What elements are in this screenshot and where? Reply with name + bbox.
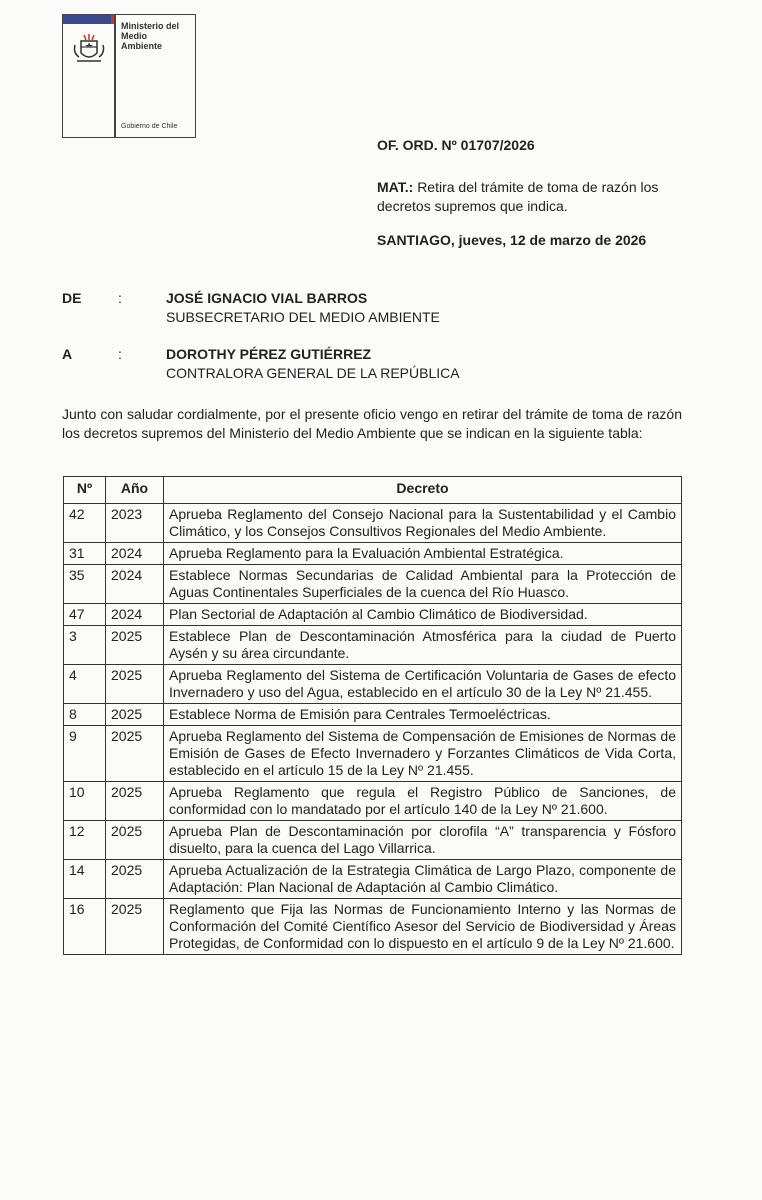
from-title: SUBSECRETARIO DEL MEDIO AMBIENTE (166, 309, 440, 325)
row-year: 2025 (106, 726, 164, 782)
ministry-name: Ministerio del Medio Ambiente (121, 21, 180, 51)
table-row (64, 704, 682, 726)
row-decree: Aprueba Plan de Descontaminación por clorofila “A” transparencia y Fósforo disuelto, para la cuenca del Lago Villarrica. (164, 821, 682, 860)
row-year: 2024 (106, 543, 164, 565)
row-decree: Aprueba Reglamento del Sistema de Certificación Voluntaria de Gases de efecto Invernadero y uso del Agua, establecido en el artículo 30 de la Ley Nº 21.455. (164, 665, 682, 704)
row-number: 31 (64, 543, 106, 565)
row-year: 2025 (106, 782, 164, 821)
row-decree: Aprueba Reglamento del Consejo Nacional para la Sustentabilidad y el Cambio Climático, y los Consejos Consultivos Regionales del Medio Ambiente. (164, 504, 682, 543)
intro-paragraph: Junto con saludar cordialmente, por el presente oficio vengo en retirar del trámite de toma de razón los decretos supremos del Ministerio del Medio Ambiente que se indican en la siguiente tabla: (62, 406, 682, 441)
from-name: JOSÉ IGNACIO VIAL BARROS (166, 290, 368, 306)
row-decree: Aprueba Actualización de la Estrategia Climática de Largo Plazo, componente de Adaptación: Plan Nacional de Adaptación al Cambio Climático. (164, 860, 682, 899)
row-number: 47 (64, 604, 106, 626)
row-year: 2023 (106, 504, 164, 543)
row-year: 2025 (106, 665, 164, 704)
place-date: SANTIAGO, jueves, 12 de marzo de 2026 (377, 232, 647, 248)
government-label: Gobierno de Chile (121, 123, 178, 130)
to-name: DOROTHY PÉREZ GUTIÉRREZ (166, 346, 372, 362)
to-colon: : (118, 346, 122, 362)
subject-line2: decretos supremos que indica. (377, 198, 568, 214)
row-year: 2025 (106, 821, 164, 860)
row-number: 3 (64, 626, 106, 665)
row-number: 12 (64, 821, 106, 860)
row-decree: Aprueba Reglamento que regula el Registro Público de Sanciones, de conformidad con lo mandatado por el artículo 140 de la Ley Nº 21.600. (164, 782, 682, 821)
letterhead-logo (62, 14, 196, 138)
row-year: 2025 (106, 626, 164, 665)
decrees-table (63, 476, 682, 955)
from-label: DE (62, 290, 82, 306)
table-row (64, 626, 682, 665)
subject-line1: Retira del trámite de toma de razón los (417, 179, 659, 195)
table-row (64, 782, 682, 821)
row-decree: Establece Norma de Emisión para Centrales Termoeléctricas. (164, 704, 682, 726)
row-decree: Reglamento que Fija las Normas de Funcionamiento Interno y las Normas de Conformación del Comité Científico Asesor del Servicio de Biodiversidad y Áreas Protegidas, de Conformidad con lo dispuesto en el artículo 9 de la Ley Nº 21.600. (164, 899, 682, 955)
row-year: 2024 (106, 604, 164, 626)
header-decree: Decreto (164, 477, 682, 504)
table-row (64, 726, 682, 782)
table-row (64, 504, 682, 543)
flag-blue-bar (63, 15, 111, 24)
table-row (64, 543, 682, 565)
row-year: 2025 (106, 860, 164, 899)
row-decree: Aprueba Reglamento del Sistema de Compensación de Emisiones de Normas de Emisión de Gases de Efecto Invernadero y Forzantes Climáticos de Vida Corta, establecido en el artículo 15 de la Ley Nº 21.455. (164, 726, 682, 782)
row-decree: Plan Sectorial de Adaptación al Cambio Climático de Biodiversidad. (164, 604, 682, 626)
header-year: Año (106, 477, 164, 504)
from-colon: : (118, 290, 122, 306)
table-row (64, 604, 682, 626)
row-year: 2025 (106, 704, 164, 726)
row-number: 42 (64, 504, 106, 543)
row-year: 2024 (106, 565, 164, 604)
row-number: 16 (64, 899, 106, 955)
row-number: 4 (64, 665, 106, 704)
table-row (64, 821, 682, 860)
row-number: 35 (64, 565, 106, 604)
table-row (64, 860, 682, 899)
to-label: A (62, 346, 73, 362)
table-row (64, 665, 682, 704)
row-decree: Establece Plan de Descontaminación Atmosférica para la ciudad de Puerto Aysén y su área circundante. (164, 626, 682, 665)
row-number: 10 (64, 782, 106, 821)
coat-of-arms-icon (71, 31, 107, 67)
to-title: CONTRALORA GENERAL DE LA REPÚBLICA (166, 365, 460, 381)
row-number: 14 (64, 860, 106, 899)
table-row (64, 565, 682, 604)
reference-number: OF. ORD. Nº 01707/2026 (377, 137, 535, 153)
subject-label: MAT.: (377, 179, 414, 195)
row-decree: Aprueba Reglamento para la Evaluación Ambiental Estratégica. (164, 543, 682, 565)
letterhead-divider (114, 15, 116, 137)
row-decree: Establece Normas Secundarias de Calidad Ambiental para la Protección de Aguas Continentales Superficiales de la cuenca del Río Huasco. (164, 565, 682, 604)
subject-block (377, 178, 658, 216)
table-header-row (64, 477, 682, 504)
row-number: 9 (64, 726, 106, 782)
row-number: 8 (64, 704, 106, 726)
table-row (64, 899, 682, 955)
header-number: Nº (64, 477, 106, 504)
row-year: 2025 (106, 899, 164, 955)
